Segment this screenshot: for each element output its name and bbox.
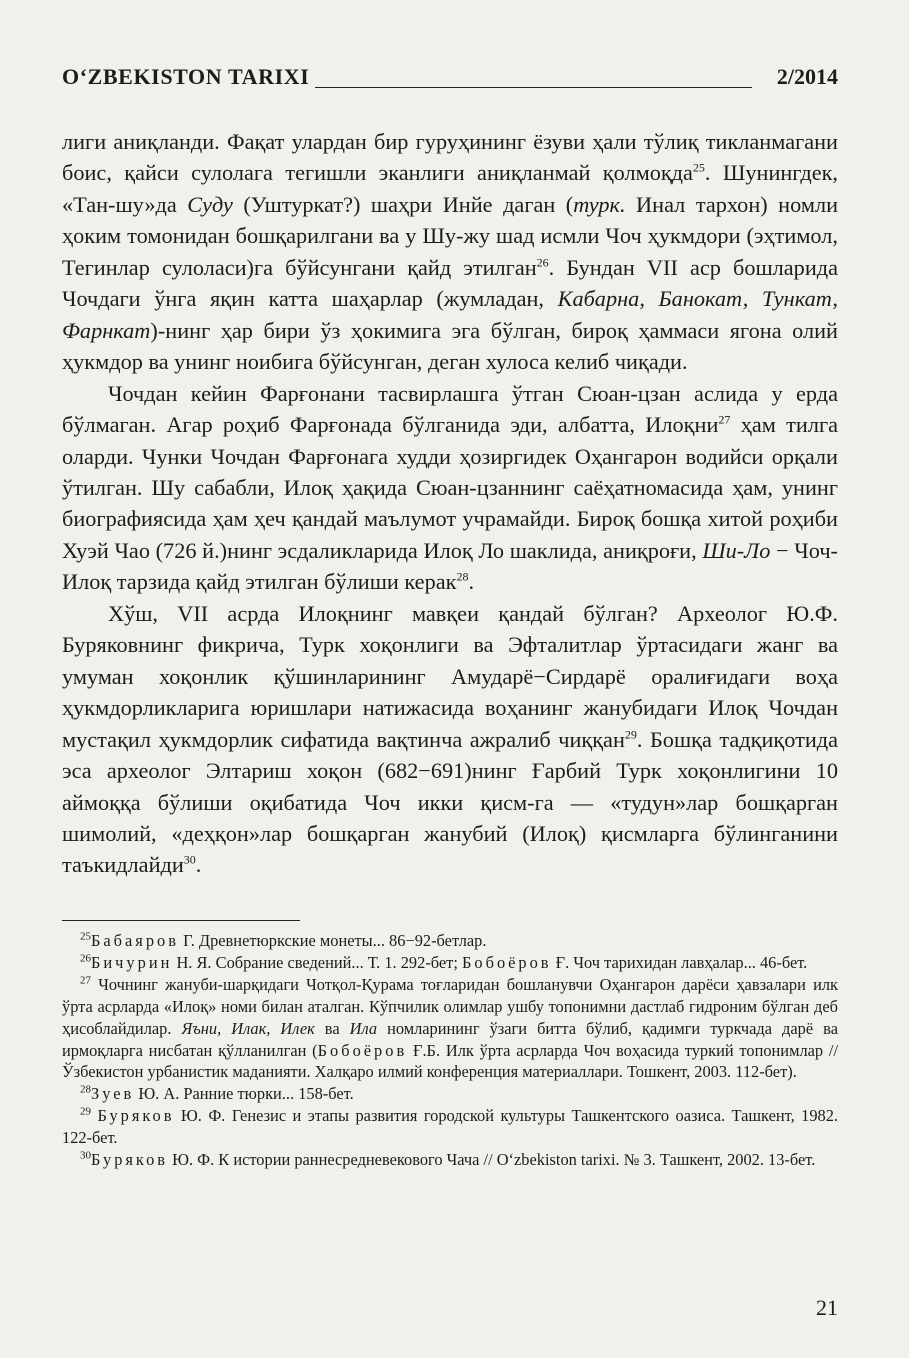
- text-run: .: [195, 852, 202, 878]
- page-number: 21: [816, 1295, 838, 1320]
- text-run: Ю. Ф. К истории раннесредневекового Чача // O‘zbekiston tarixi. № 3. Ташкент, 2002. 13-бет.: [168, 1150, 816, 1170]
- text-run: Н. Я. Собрание сведений... Т. 1. 292-бет;: [172, 952, 462, 972]
- footnote: [62, 1105, 838, 1149]
- issue-number: 2/2014: [776, 64, 838, 89]
- text-run: номларининг ўзаги битта бўлиб, қадимги туркчада дарё ва ирмоқларга нисбатан қўлланилган (: [62, 1018, 838, 1060]
- text-run: Хўш, VII асрда Илоқнинг мавқеи қандай бўлган? Археолог Ю.Ф. Буряковнинг фикрича, Турк хоқонлиги ва Эфталитлар ўртасидаги жанг ва умуман хоқонлик қўшинларининг Амударё−Сирдарё оралиғидаги воҳа ҳукмдорликларига юришлари натижасида воҳанинг жанубидаги Илоқ Чочдан мустақил ҳукмдорлик сифатида вақтинча ажралиб чиққан: [62, 600, 838, 752]
- footnote: [62, 1149, 838, 1171]
- author-name: Зуев: [91, 1084, 135, 1104]
- footnote: [62, 974, 838, 1084]
- text-run: . Бундан VII аср бошларида Чочдаги ўнга яқин катта шаҳарлар (жумладан,: [62, 254, 838, 312]
- text-run: Инал тархон) номли ҳоким томонидан бошқарилгани ва у Шу-жу шад исмли Чоч ҳукмдори (эҳтимол, Тегинлар сулоласи)га бўйсунгани қайд этилган: [62, 191, 839, 280]
- footnote-ref: 28: [456, 569, 469, 584]
- text-run: Чочнинг жануби-шарқидаги Чотқол-Қурама тоғларидан бошланувчи Оҳангарон дарёси ҳавзалари илк ўрта асрларда «Илоқ» номи билан аталган. Кўпчилик олимлар ушбу топонимни дастлаб гидроним бўлган деб ҳисоблайдилар.: [62, 974, 838, 1038]
- author-name: Буряков: [91, 1150, 168, 1170]
- author-name: Буряков: [97, 1106, 175, 1126]
- text-run: Ғ.Б. Илк ўрта асрларда Чоч воҳасида туркий топонимлар // Ўзбекистон урбанистик маданияти. Халқаро илмий конференция материаллари. Тошкент, 2003. 112-бет).: [62, 1040, 838, 1082]
- article-body: [62, 126, 838, 881]
- text-run: )-нинг ҳар бири ўз ҳокимига эга бўлган, бироқ ҳаммаси ягона олий ҳукмдор ва унинг ноибига бўйсунган, деган хулоса келиб чиқади.: [62, 317, 838, 375]
- italic-term: Яъни, Илак, Илек: [181, 1018, 315, 1038]
- footnote-number: 29: [80, 1105, 91, 1118]
- italic-term: Ши-Ло: [702, 537, 771, 563]
- author-name: Бабаяров: [91, 931, 179, 950]
- text-run: . Шунингдек, «Тан-шу»да: [62, 160, 838, 217]
- text-run: (Уштуркат?) шаҳри Инйе даган (: [232, 191, 574, 217]
- text-run: ҳам тилга оларди. Чунки Чочдан Фарғонага худди ҳозиргидек Оҳангарон водийси орқали ўтилган. Шу сабабли, Илоқ ҳақида Сюан-цзаннинг саёҳатномасида ҳам, унинг биографиясида ҳам ҳеч қандай маълумот учрамайди. Бироқ бошқа хитой роҳиби Хуэй Чао (726 й.)нинг эсдаликларида Илоқ Ло шаклида, аниқроғи,: [62, 412, 838, 563]
- footnotes: [62, 930, 838, 1171]
- text-run: − Чоч-Илоқ тарзида қайд этилган бўлиши керак: [62, 537, 838, 595]
- text-run: .: [468, 569, 475, 595]
- header-rule: [315, 87, 752, 88]
- journal-title: O‘ZBEKISTON TARIXI: [62, 64, 310, 89]
- text-run: . Бошқа тадқиқотида эса археолог Элтариш хоқон (682−691)нинг Ғарбий Турк хоқонлигини 10 аймоққа бўлиши оқибатида Чоч икки қисм-га — «тудун»лар бошқарган шимолий, «деҳқон»лар бошқарган жанубий (Илоқ) қисмларга бўлинганини таъкидлайди: [62, 726, 839, 878]
- footnote: [62, 1083, 838, 1105]
- paragraph: [62, 598, 838, 881]
- italic-term: турк.: [573, 191, 626, 217]
- footnote-separator: [62, 920, 300, 921]
- text-run: Ғ. Чоч тарихидан лавҳалар... 46-бет.: [551, 952, 808, 972]
- italic-term: Ила: [349, 1018, 378, 1038]
- footnote-ref: 29: [624, 727, 637, 742]
- running-header: [62, 64, 838, 96]
- footnote-number: 25: [80, 930, 91, 943]
- text-run: лиги аниқланди. Фақат улардан бир гуруҳининг ёзуви ҳали тўлиқ тикланмагани боис, қайси сулолага тегишли эканлиги аниқланмай қолмоқда: [62, 129, 838, 186]
- italic-term: Суду: [187, 191, 233, 217]
- author-name: Бичурин: [91, 952, 173, 972]
- text-run: Г. Древнетюркские монеты... 86−92-бетлар.: [178, 931, 487, 950]
- footnote-number: 27: [80, 974, 91, 987]
- footnote-number: 28: [80, 1083, 91, 1096]
- text-run: Ю. Ф. Генезис и этапы развития городской культуры Ташкентского оазиса. Ташкент, 1982. 122-бет.: [62, 1106, 838, 1148]
- footnote-ref: 25: [692, 161, 705, 176]
- author-name: Бобоёров: [462, 952, 552, 972]
- italic-term: Кабарна, Банокат, Тункат, Фарнкат: [62, 286, 838, 343]
- footnote-number: 26: [80, 952, 91, 965]
- text-run: Ю. А. Ранние тюрки... 158-бет.: [134, 1084, 354, 1104]
- paragraph: [62, 126, 838, 378]
- footnote-ref: 27: [718, 412, 731, 427]
- footnote-ref: 30: [183, 853, 196, 867]
- footnote: [62, 952, 838, 974]
- text-run: ва: [314, 1018, 350, 1038]
- footnote-ref: 26: [536, 255, 549, 270]
- footnote-number: 30: [80, 1149, 91, 1162]
- text-run: Чочдан кейин Фарғонани тасвирлашга ўтган Сюан-цзан аслида у ерда бўлмаган. Агар роҳиб Фарғонада бўлганида эди, албатта, Илоқни: [62, 380, 838, 438]
- paragraph: [62, 378, 838, 598]
- footnote: [62, 930, 838, 952]
- author-name: Бобоёров: [317, 1040, 408, 1060]
